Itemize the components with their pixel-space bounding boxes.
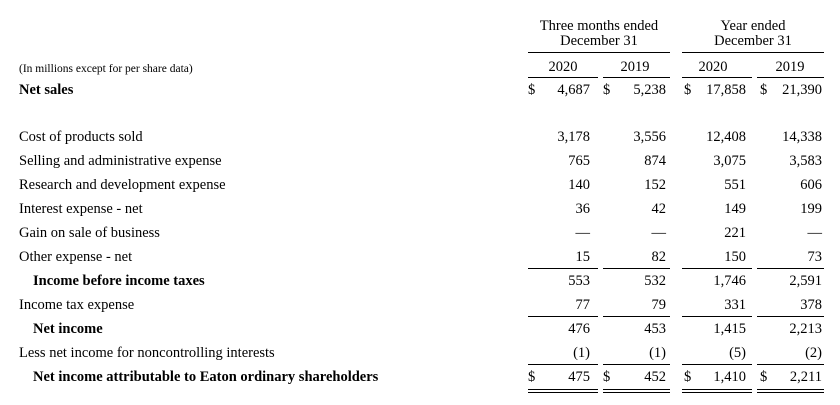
subtotal-rule-3-col2 bbox=[603, 364, 670, 365]
cell-value: 532 bbox=[644, 273, 666, 289]
cell-value: 475 bbox=[568, 369, 590, 385]
cell-value: 77 bbox=[575, 297, 590, 313]
row-label: Less net income for noncontrolling interests bbox=[19, 345, 275, 361]
cell-value: 5,238 bbox=[633, 82, 666, 98]
header-three-months-line2: December 31 bbox=[560, 33, 638, 49]
cell-value: 3,583 bbox=[789, 153, 822, 169]
cell-value: 15 bbox=[575, 249, 590, 265]
cell-value: 199 bbox=[800, 201, 822, 217]
cell-value: 152 bbox=[644, 177, 666, 193]
year-col-4: 2019 bbox=[775, 59, 805, 75]
row-label: Cost of products sold bbox=[19, 129, 143, 145]
cell-value: 1,746 bbox=[713, 273, 746, 289]
cell-value: 3,075 bbox=[713, 153, 746, 169]
cell-value: 73 bbox=[807, 249, 822, 265]
subtotal-rule-2-col1 bbox=[528, 316, 598, 317]
cell-value: 42 bbox=[651, 201, 666, 217]
units-note: (In millions except for per share data) bbox=[19, 63, 193, 75]
header-rule-three-months bbox=[528, 52, 670, 53]
row-label: Interest expense - net bbox=[19, 201, 143, 217]
cell-value: 331 bbox=[724, 297, 746, 313]
row-label: Other expense - net bbox=[19, 249, 133, 265]
cell-value: 453 bbox=[644, 321, 666, 337]
header-three-months bbox=[528, 19, 670, 49]
cell-value: 765 bbox=[568, 153, 590, 169]
cell-value: 221 bbox=[724, 225, 746, 241]
header-year-ended-line1: Year ended bbox=[720, 18, 786, 34]
header-year-ended bbox=[682, 19, 824, 49]
cell-value: 606 bbox=[800, 177, 822, 193]
row-label: Selling and administrative expense bbox=[19, 153, 222, 169]
cell-value: 21,390 bbox=[782, 82, 822, 98]
currency-symbol: $ bbox=[528, 369, 536, 385]
row-label: Research and development expense bbox=[19, 177, 226, 193]
subtotal-rule-1-col1 bbox=[528, 268, 598, 269]
cell-value: (2) bbox=[805, 345, 822, 361]
row-label: Income before income taxes bbox=[33, 273, 205, 289]
header-rule-year-ended bbox=[682, 52, 824, 53]
cell-value: 1,415 bbox=[713, 321, 746, 337]
cell-value: 149 bbox=[724, 201, 746, 217]
double-rule-top-col2 bbox=[603, 389, 670, 390]
subtotal-rule-2-col4 bbox=[757, 316, 824, 317]
subtotal-rule-2-col3 bbox=[682, 316, 752, 317]
cell-value: 79 bbox=[651, 297, 666, 313]
year-col-2: 2019 bbox=[620, 59, 650, 75]
subtotal-rule-3-col1 bbox=[528, 364, 598, 365]
cell-value: 476 bbox=[568, 321, 590, 337]
year-col-3: 2020 bbox=[698, 59, 728, 75]
cell-value: (1) bbox=[573, 345, 590, 361]
cell-value: 874 bbox=[644, 153, 666, 169]
currency-symbol: $ bbox=[760, 82, 768, 98]
cell-value: 3,178 bbox=[557, 129, 590, 145]
cell-value: — bbox=[651, 225, 666, 241]
cell-value: — bbox=[575, 225, 590, 241]
subtotal-rule-2-col2 bbox=[603, 316, 670, 317]
year-rule-2 bbox=[603, 77, 670, 78]
double-rule-bottom-col3 bbox=[682, 392, 752, 393]
header-year-ended-line2: December 31 bbox=[714, 33, 792, 49]
subtotal-rule-1-col4 bbox=[757, 268, 824, 269]
year-rule-4 bbox=[757, 77, 824, 78]
year-rule-1 bbox=[528, 77, 598, 78]
row-label: Net income bbox=[33, 321, 103, 337]
cell-value: 553 bbox=[568, 273, 590, 289]
row-label: Gain on sale of business bbox=[19, 225, 160, 241]
year-rule-3 bbox=[682, 77, 752, 78]
cell-value: 2,211 bbox=[789, 369, 822, 385]
row-label: Net income attributable to Eaton ordinary shareholders bbox=[33, 369, 379, 385]
currency-symbol: $ bbox=[603, 369, 611, 385]
row-label: Income tax expense bbox=[19, 297, 135, 313]
cell-value: 140 bbox=[568, 177, 590, 193]
currency-symbol: $ bbox=[528, 82, 536, 98]
cell-value: 2,213 bbox=[789, 321, 822, 337]
cell-value: 12,408 bbox=[706, 129, 746, 145]
cell-value: 378 bbox=[800, 297, 822, 313]
cell-value: 452 bbox=[644, 369, 666, 385]
header-three-months-line1: Three months ended bbox=[539, 18, 659, 34]
cell-value: (1) bbox=[649, 345, 666, 361]
subtotal-rule-3-col3 bbox=[682, 364, 752, 365]
row-label: Net sales bbox=[19, 82, 74, 98]
cell-value: 551 bbox=[724, 177, 746, 193]
double-rule-bottom-col1 bbox=[528, 392, 598, 393]
double-rule-top-col3 bbox=[682, 389, 752, 390]
double-rule-bottom-col4 bbox=[757, 392, 824, 393]
cell-value: 150 bbox=[724, 249, 746, 265]
subtotal-rule-1-col2 bbox=[603, 268, 670, 269]
currency-symbol: $ bbox=[684, 82, 692, 98]
currency-symbol: $ bbox=[603, 82, 611, 98]
cell-value: 17,858 bbox=[706, 82, 746, 98]
cell-value: 1,410 bbox=[713, 369, 746, 385]
double-rule-bottom-col2 bbox=[603, 392, 670, 393]
cell-value: 36 bbox=[575, 201, 590, 217]
double-rule-top-col1 bbox=[528, 389, 598, 390]
currency-symbol: $ bbox=[684, 369, 692, 385]
cell-value: (5) bbox=[729, 345, 746, 361]
subtotal-rule-1-col3 bbox=[682, 268, 752, 269]
currency-symbol: $ bbox=[760, 369, 768, 385]
year-col-1: 2020 bbox=[548, 59, 578, 75]
cell-value: 4,687 bbox=[557, 82, 590, 98]
cell-value: — bbox=[807, 225, 822, 241]
cell-value: 2,591 bbox=[789, 273, 822, 289]
cell-value: 3,556 bbox=[633, 129, 666, 145]
cell-value: 14,338 bbox=[782, 129, 822, 145]
subtotal-rule-3-col4 bbox=[757, 364, 824, 365]
double-rule-top-col4 bbox=[757, 389, 824, 390]
cell-value: 82 bbox=[651, 249, 666, 265]
